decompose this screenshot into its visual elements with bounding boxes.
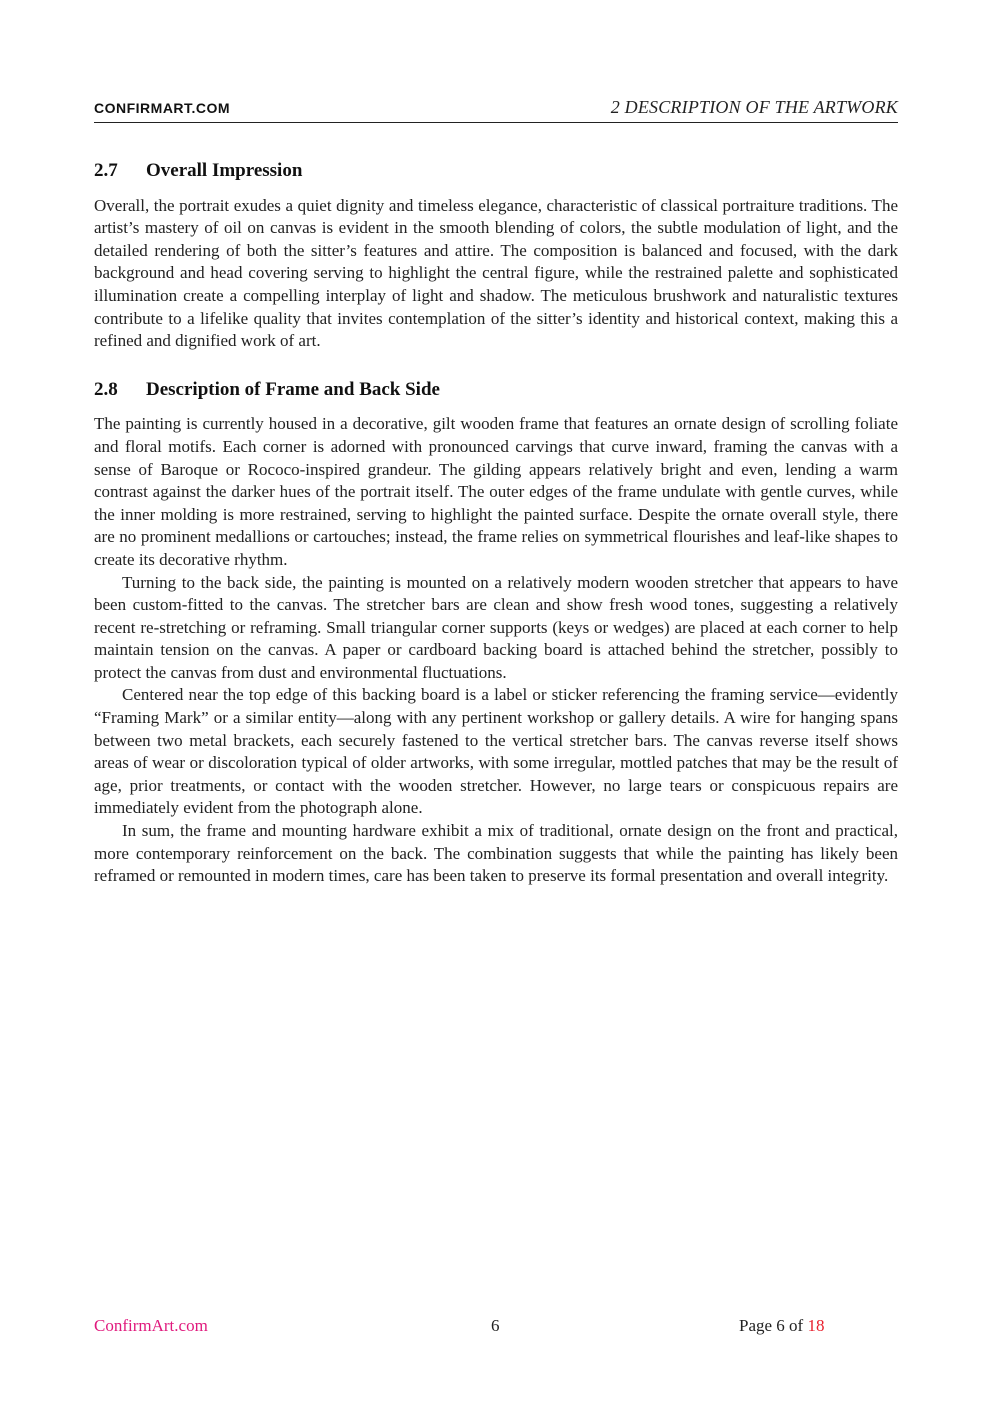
- page-footer: [94, 1316, 898, 1340]
- page-number: 6: [491, 1316, 500, 1335]
- section-title: Overall Impression: [146, 160, 303, 181]
- paragraph: Overall, the portrait exudes a quiet dignity and timeless elegance, characteristic of classical portraiture traditions. The artist’s mastery of oil on canvas is evident in the smooth blending of colors, the subtle modulation of light, and the detailed rendering of both the sitter’s features and attire. The composition is balanced and focused, with the dark background and head covering serving to highlight the central figure, while the restrained palette and sophisticated illumination create a compelling interplay of light and shadow. The meticulous brushwork and naturalistic textures contribute to a lifelike quality that invites contemplation of the sitter’s identity and historical context, making this a refined and dignified work of art.: [94, 195, 898, 351]
- paragraph: The painting is currently housed in a decorative, gilt wooden frame that features an ornate design of scrolling foliate and floral motifs. Each corner is adorned with pronounced carvings that curve inward, framing the canvas with a sense of Baroque or Rococo-inspired grandeur. The gilding appears relatively bright and even, lending a warm contrast against the darker hues of the portrait itself. The outer edges of the frame undulate with gentle curves, while the inner molding is more restrained, serving to highlight the painted surface. Despite the ornate overall style, there are no prominent medallions or cartouches; instead, the frame relies on symmetrical flourishes and leaf-like shapes to create its decorative rhythm.: [94, 414, 898, 569]
- paragraph: In sum, the frame and mounting hardware exhibit a mix of traditional, ornate design on the front and practical, more contemporary reinforcement on the back. The combination suggests that while the painting has likely been reframed or remounted in modern times, care has been taken to preserve its formal presentation and overall integrity.: [94, 821, 898, 886]
- running-head: 2 DESCRIPTION OF THE ARTWORK: [610, 97, 898, 117]
- total-pages-link[interactable]: 18: [807, 1316, 825, 1335]
- paragraph: Turning to the back side, the painting is mounted on a relatively modern wooden stretcher that appears to have been custom-fitted to the canvas. The stretcher bars are clean and show fresh wood tones, suggesting a relatively recent re-stretching or reframing. Small triangular corner supports (keys or wedges) are placed at each corner to help maintain tension on the canvas. A paper or cardboard backing board is attached behind the stretcher, possibly to protect the canvas from dust and environmental fluctuations.: [94, 572, 898, 682]
- section-2-8: [94, 379, 898, 888]
- section-title: Description of Frame and Back Side: [146, 378, 440, 400]
- page-count-prefix: Page 6 of: [739, 1316, 808, 1335]
- section-heading: [94, 379, 898, 402]
- section-number: 2.8: [94, 378, 118, 400]
- document-body: [94, 160, 898, 888]
- site-logo[interactable]: CONFIRMART.COM: [94, 100, 231, 116]
- paragraph: Centered near the top edge of this backing board is a label or sticker referencing the framing service—evidently “Framing Mark” or a similar entity—along with any pertinent workshop or gallery details. A wire for hanging spans between two metal brackets, each securely fastened to the vertical stretcher bars. The canvas reverse itself shows areas of wear or discoloration typical of older artworks, with some irregular, mottled patches that may be the result of age, prior treatments, or contact with the wooden stretcher. However, no large tears or conspicuous repairs are immediately evident from the photograph alone.: [94, 685, 898, 818]
- section-2-7: [94, 160, 898, 353]
- section-heading: [94, 160, 898, 183]
- page-count: [739, 1316, 824, 1336]
- section-number: 2.7: [94, 160, 118, 181]
- page-header: [94, 96, 898, 123]
- site-link[interactable]: ConfirmArt.com: [94, 1316, 208, 1335]
